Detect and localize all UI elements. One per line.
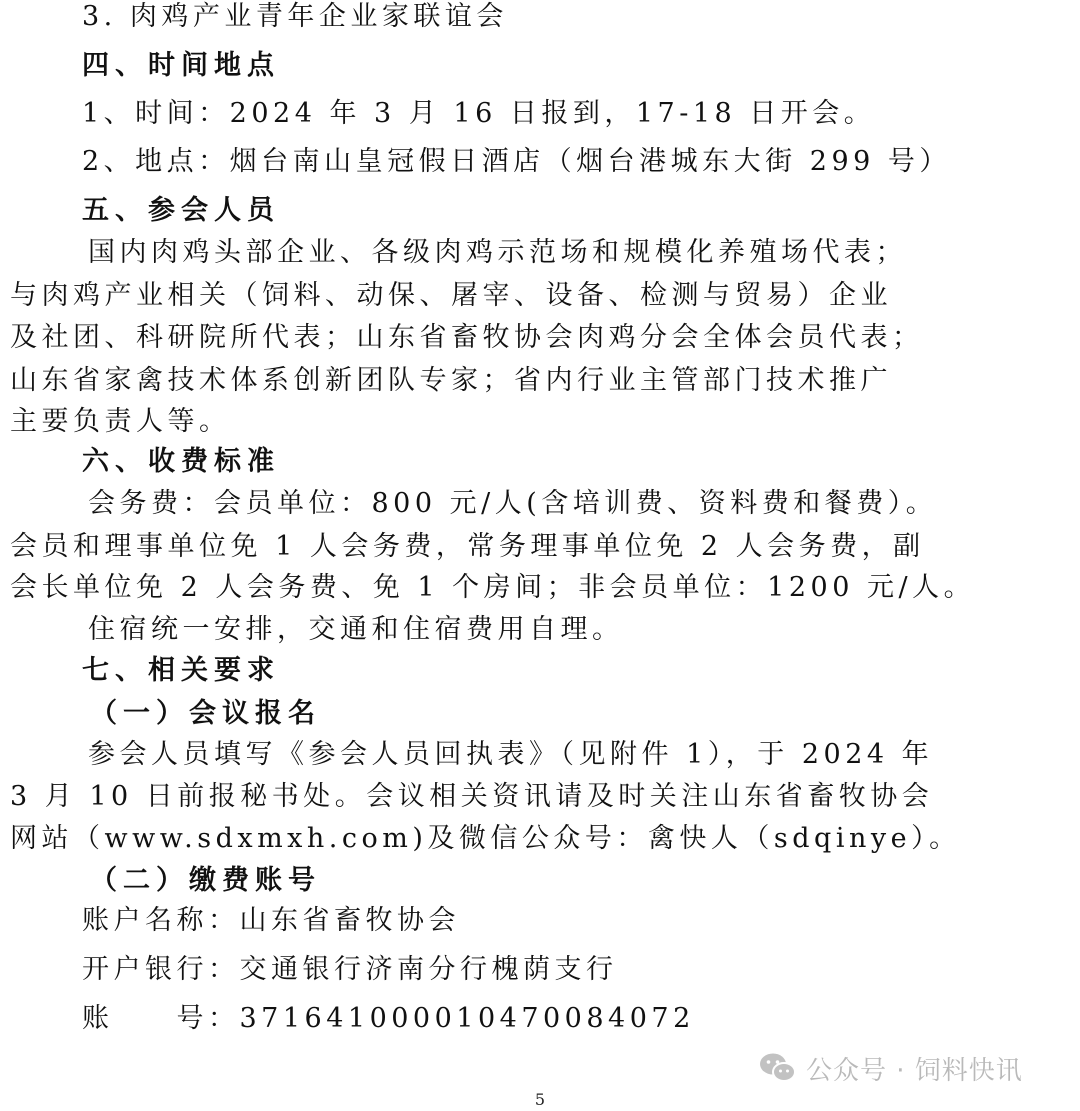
paragraph-line: 山东省家禽技术体系创新团队专家；省内行业主管部门技术推广 — [10, 365, 892, 396]
paragraph-line: 主要负责人等。 — [10, 406, 231, 437]
location-line: 2、地点：烟台南山皇冠假日酒店（烟台港城东大街 299 号） — [82, 146, 951, 177]
subsection-2-heading: （二）缴费账号 — [90, 865, 321, 896]
watermark-text: 公众号 · 饲料快讯 — [806, 1055, 1023, 1086]
fee-line: 会务费：会员单位：800 元/人(含培训费、资料费和餐费）。 — [88, 488, 938, 519]
watermark — [758, 1050, 1023, 1086]
account-number-line: 账 号：371641000010470084072 — [82, 1003, 695, 1034]
subsection-1-heading: （一）会议报名 — [90, 698, 321, 729]
section-7-heading: 七、相关要求 — [82, 655, 280, 686]
item-3-heading: 3. 肉鸡产业青年企业家联谊会 — [82, 1, 508, 32]
section-4-heading: 四、时间地点 — [82, 50, 280, 81]
paragraph-line: 与肉鸡产业相关（饲料、动保、屠宰、设备、检测与贸易）企业 — [10, 280, 892, 311]
paragraph-line: 国内肉鸡头部企业、各级肉鸡示范场和规模化养殖场代表； — [88, 237, 907, 268]
section-6-heading: 六、收费标准 — [82, 446, 280, 477]
registration-line: 网站（www.sdxmxh.com)及微信公众号：禽快人（sdqinye）。 — [10, 823, 961, 854]
registration-line: 参会人员填写《参会人员回执表》（见附件 1），于 2024 年 — [88, 739, 934, 770]
accommodation-line: 住宿统一安排，交通和住宿费用自理。 — [88, 614, 624, 645]
bank-line: 开户银行：交通银行济南分行槐荫支行 — [82, 954, 618, 985]
account-name-line: 账户名称：山东省畜牧协会 — [82, 905, 460, 936]
fee-line: 会长单位免 2 人会务费、免 1 个房间；非会员单位：1200 元/人。 — [10, 572, 976, 603]
paragraph-line: 及社团、科研院所代表；山东省畜牧协会肉鸡分会全体会员代表； — [10, 322, 924, 353]
section-5-heading: 五、参会人员 — [82, 195, 280, 226]
registration-line: 3 月 10 日前报秘书处。会议相关资讯请及时关注山东省畜牧协会 — [10, 781, 934, 812]
fee-line: 会员和理事单位免 1 人会务费，常务理事单位免 2 人会务费，副 — [10, 531, 925, 562]
wechat-icon — [758, 1051, 798, 1085]
page-number: 5 — [534, 1090, 546, 1109]
time-line: 1、时间：2024 年 3 月 16 日报到，17-18 日开会。 — [82, 98, 876, 129]
